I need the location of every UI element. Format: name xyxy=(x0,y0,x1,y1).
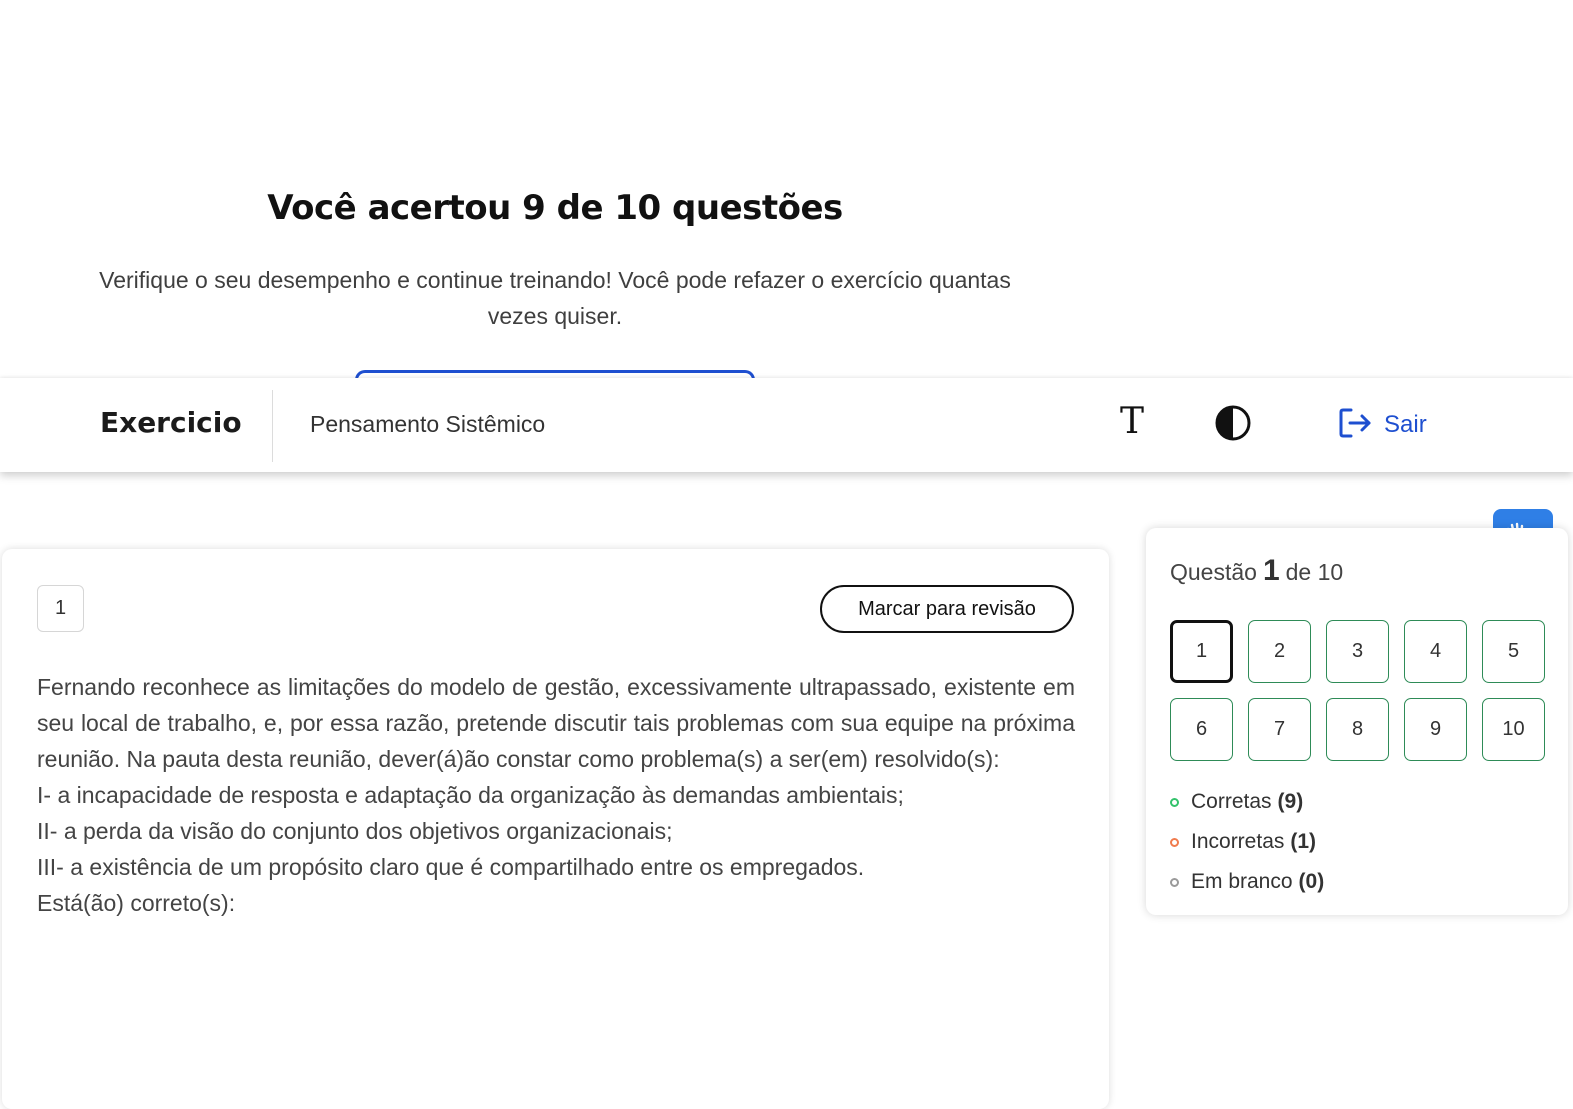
question-item-1: I- a incapacidade de resposta e adaptação da organização às demandas ambientais; xyxy=(37,782,904,808)
legend-incorrect xyxy=(1170,822,1324,862)
exit-label: Sair xyxy=(1384,411,1427,438)
question-navigator xyxy=(1146,528,1568,915)
legend-incorrect-count: (1) xyxy=(1290,830,1317,853)
brand-title: Exercicio xyxy=(100,406,242,439)
result-subtitle xyxy=(40,262,1070,334)
legend-correct xyxy=(1170,782,1324,822)
results-legend xyxy=(1170,782,1324,902)
legend-correct-count: (9) xyxy=(1277,790,1304,813)
question-counter-current: 1 xyxy=(1262,554,1280,587)
result-subtitle-line-2: vezes quiser. xyxy=(487,303,623,329)
question-item-3: III- a existência de um propósito claro que é compartilhado entre os empregados. xyxy=(37,854,865,880)
question-button-8[interactable]: 8 xyxy=(1326,698,1389,761)
correct-dot-icon xyxy=(1170,798,1179,807)
question-button-7[interactable]: 7 xyxy=(1248,698,1311,761)
question-button-4[interactable]: 4 xyxy=(1404,620,1467,683)
question-card xyxy=(2,549,1109,1109)
question-button-5[interactable]: 5 xyxy=(1482,620,1545,683)
top-bar xyxy=(0,378,1573,472)
question-prompt: Está(ão) correto(s): xyxy=(37,890,236,916)
contrast-icon[interactable] xyxy=(1214,404,1252,442)
question-button-2[interactable]: 2 xyxy=(1248,620,1311,683)
legend-blank-label: Em branco xyxy=(1191,870,1293,893)
question-statement xyxy=(37,669,1075,921)
question-button-3[interactable]: 3 xyxy=(1326,620,1389,683)
question-button-1[interactable]: 1 xyxy=(1170,620,1233,683)
question-counter-prefix: Questão xyxy=(1170,559,1257,585)
legend-incorrect-label: Incorretas xyxy=(1191,830,1285,853)
legend-blank-count: (0) xyxy=(1298,870,1325,893)
mark-for-review-button[interactable]: Marcar para revisão xyxy=(820,585,1074,633)
question-paragraph: Fernando reconhece as limitações do modelo de gestão, excessivamente ultrapassado, existente em seu local de trabalho, e, por essa razão, pretende discutir tais problemas com sua equipe na próxima reunião. Na pauta desta reunião, dever(á)ão constar como problema(s) a ser(em) resolvido(s): xyxy=(37,674,1075,772)
legend-blank xyxy=(1170,862,1324,902)
text-size-icon[interactable]: T xyxy=(1119,401,1144,442)
course-name: Pensamento Sistêmico xyxy=(310,411,546,437)
result-title: Você acertou 9 de 10 questões xyxy=(267,188,843,228)
question-item-2: II- a perda da visão do conjunto dos objetivos organizacionais; xyxy=(37,818,673,844)
result-subtitle-line-1: Verifique o seu desempenho e continue treinando! Você pode refazer o exercício quantas xyxy=(99,267,1011,293)
question-counter-total: de 10 xyxy=(1285,559,1344,585)
question-button-10[interactable]: 10 xyxy=(1482,698,1545,761)
header-divider xyxy=(272,390,273,462)
question-grid xyxy=(1170,620,1545,761)
legend-correct-label: Corretas xyxy=(1191,790,1272,813)
logout-icon xyxy=(1338,407,1372,444)
exit-button[interactable] xyxy=(1338,408,1427,442)
question-counter xyxy=(1170,554,1343,588)
question-button-9[interactable]: 9 xyxy=(1404,698,1467,761)
question-button-6[interactable]: 6 xyxy=(1170,698,1233,761)
question-number: 1 xyxy=(37,585,84,632)
blank-dot-icon xyxy=(1170,878,1179,887)
incorrect-dot-icon xyxy=(1170,838,1179,847)
